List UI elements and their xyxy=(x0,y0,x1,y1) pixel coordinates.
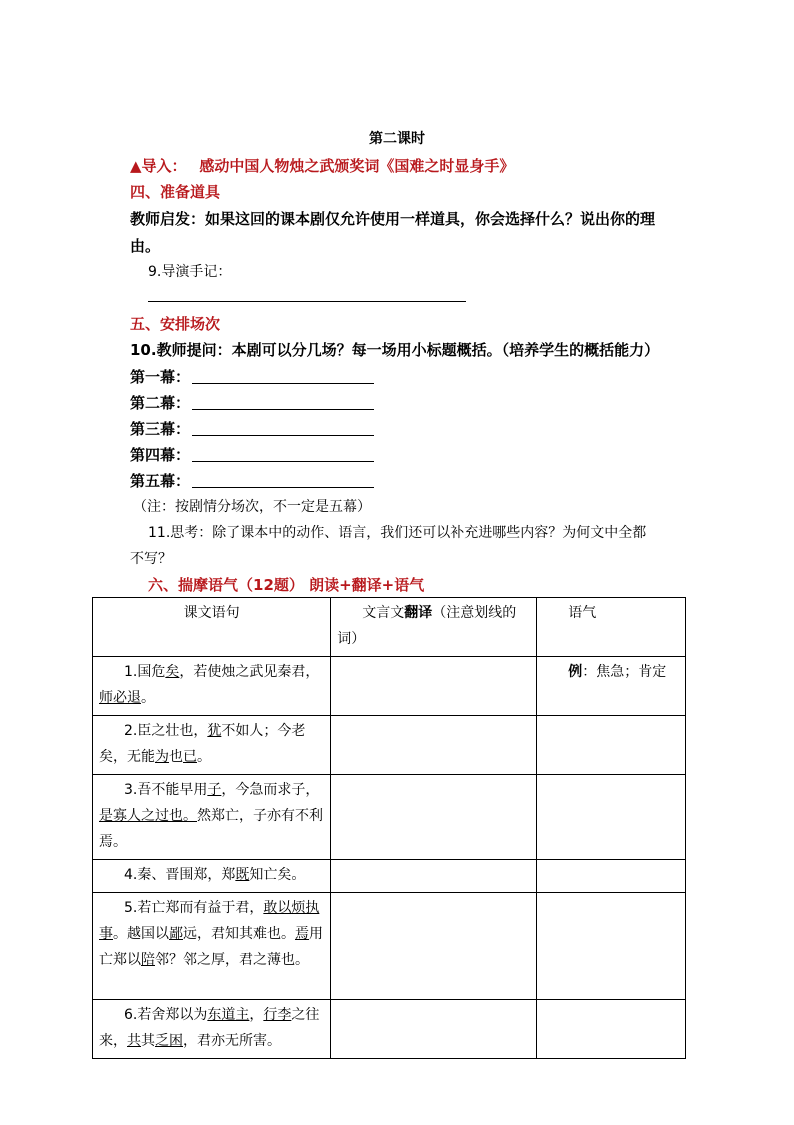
act-3-line xyxy=(192,435,374,436)
question-11-line2: 不写？ xyxy=(130,551,172,567)
table-row xyxy=(93,860,686,893)
translation-cell[interactable] xyxy=(331,860,537,893)
question-11-line1: 11.思考：除了课本中的动作、语言，我们还可以补充进哪些内容？为何文中全都 xyxy=(148,525,647,541)
act-1-label: 第一幕： xyxy=(130,368,191,386)
intro-line xyxy=(130,155,514,176)
act-note: （注：按剧情分场次，不一定是五幕） xyxy=(133,499,371,515)
section5-heading: 五、安排场次 xyxy=(130,315,221,333)
act-1-line xyxy=(192,383,374,384)
sentence-cell: 4.秦、晋围郑，郑既知亡矣。 xyxy=(93,860,331,893)
section4-heading: 四、准备道具 xyxy=(130,183,221,201)
header-tone: 语气 xyxy=(537,598,686,657)
tone-cell[interactable]: 例：焦急；肯定 xyxy=(537,657,686,716)
sentence-cell: 1.国危矣，若使烛之武见秦君，师必退。 xyxy=(93,657,331,716)
table-row xyxy=(93,893,686,1000)
answer-line-9 xyxy=(148,301,466,302)
tone-table xyxy=(92,597,686,1059)
act-5-line xyxy=(192,487,374,488)
translation-cell[interactable] xyxy=(331,1000,537,1059)
table-row xyxy=(93,657,686,716)
header-translation: 文言文翻译（注意划线的词） xyxy=(331,598,537,657)
table-row xyxy=(93,716,686,775)
tone-cell[interactable] xyxy=(537,893,686,1000)
section4-prompt-line1: 教师启发：如果这回的课本剧仅允许使用一样道具，你会选择什么？说出你的理 xyxy=(130,210,656,228)
act-3-label: 第三幕： xyxy=(130,420,191,438)
question-9: 9.导演手记： xyxy=(148,264,232,280)
tone-cell[interactable] xyxy=(537,775,686,860)
page-title: 第二课时 xyxy=(369,131,425,147)
intro-text: 感动中国人物烛之武颁奖词《国难之时显身手》 xyxy=(199,157,515,175)
tone-cell[interactable] xyxy=(537,1000,686,1059)
translation-cell[interactable] xyxy=(331,893,537,1000)
sentence-cell: 3.吾不能早用子，今急而求子，是寡人之过也。然郑亡，子亦有不利焉。 xyxy=(93,775,331,860)
translation-cell[interactable] xyxy=(331,775,537,860)
translation-cell[interactable] xyxy=(331,657,537,716)
act-4-line xyxy=(192,461,374,462)
header-sentence: 课文语句 xyxy=(93,598,331,657)
act-2-label: 第二幕： xyxy=(130,394,191,412)
section6-heading: 六、揣摩语气（12题） 朗读+翻译+语气 xyxy=(148,576,425,594)
tone-cell[interactable] xyxy=(537,716,686,775)
section4-prompt-line2: 由。 xyxy=(130,237,161,255)
table-row xyxy=(93,1000,686,1059)
translation-cell[interactable] xyxy=(331,716,537,775)
tone-cell[interactable] xyxy=(537,860,686,893)
intro-marker: ▲导入： xyxy=(130,157,187,175)
table-header-row xyxy=(93,598,686,657)
sentence-cell: 2.臣之壮也，犹不如人；今老矣，无能为也已。 xyxy=(93,716,331,775)
act-2-line xyxy=(192,409,374,410)
table-row xyxy=(93,775,686,860)
question-10: 10.教师提问：本剧可以分几场？每一场用小标题概括。（培养学生的概括能力） xyxy=(130,341,660,359)
act-5-label: 第五幕： xyxy=(130,472,191,490)
sentence-cell: 6.若舍郑以为东道主，行李之往来，共其乏困，君亦无所害。 xyxy=(93,1000,331,1059)
act-4-label: 第四幕： xyxy=(130,446,191,464)
sentence-cell: 5.若亡郑而有益于君，敢以烦执事。越国以鄙远，君知其难也。焉用亡郑以陪邻？邻之厚，君之薄也。 xyxy=(93,893,331,1000)
